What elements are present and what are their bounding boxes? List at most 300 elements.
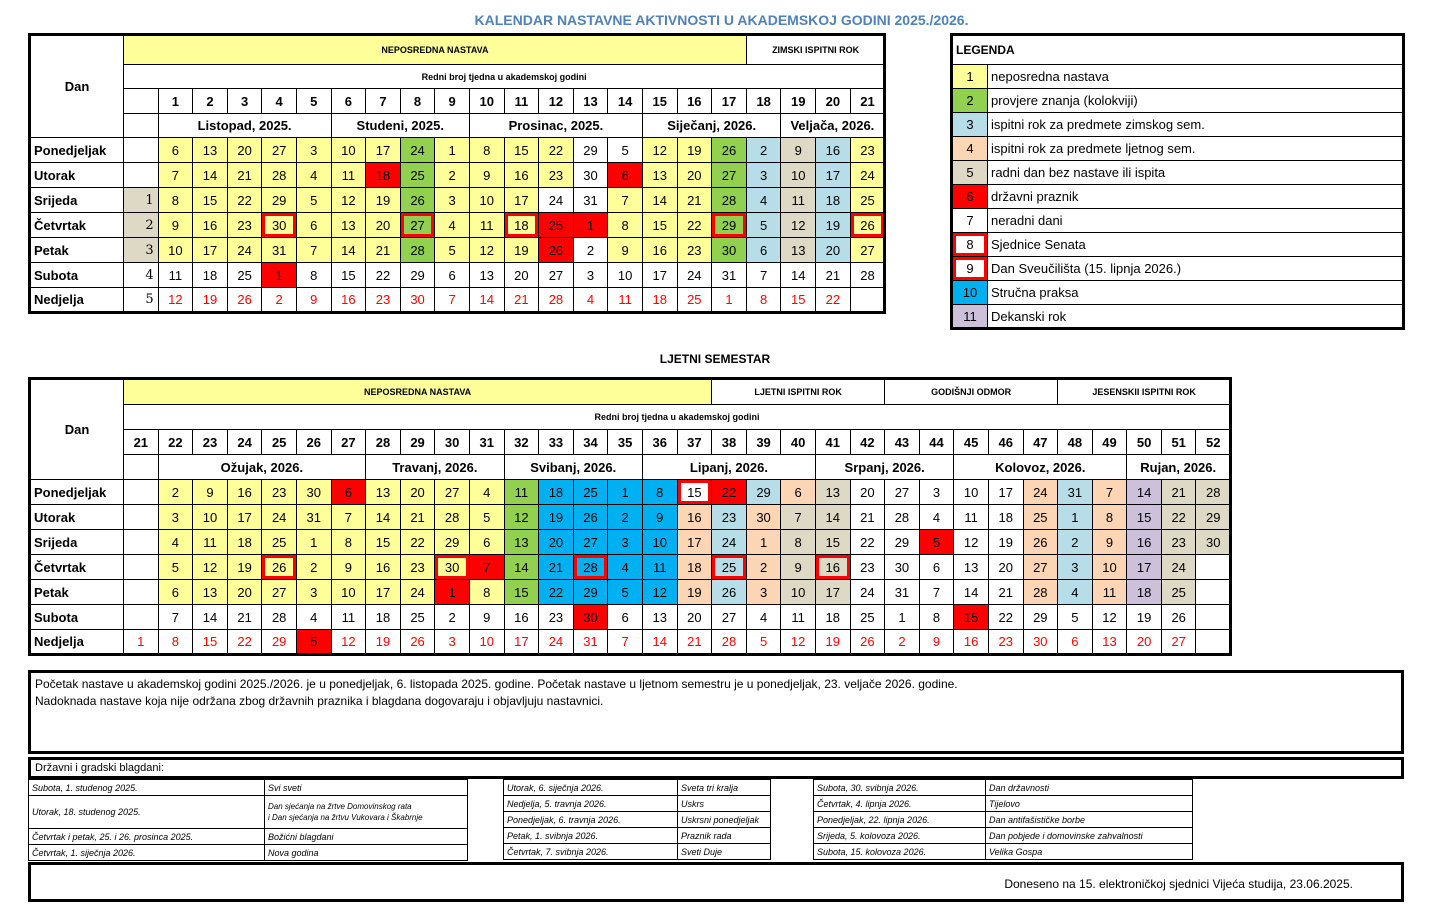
- date-cell: 25: [573, 480, 608, 505]
- date-cell: 3: [919, 480, 954, 505]
- week-number: 38: [712, 430, 747, 455]
- date-cell: 27: [573, 530, 608, 555]
- date-cell: 12: [504, 505, 539, 530]
- date-cell: 6: [435, 263, 470, 288]
- date-cell: 18: [677, 555, 712, 580]
- date-cell: 25: [539, 213, 574, 238]
- date-cell: 2: [746, 138, 781, 163]
- date-cell: 25: [712, 555, 747, 580]
- date-cell: 18: [504, 213, 539, 238]
- date-cell: 31: [1058, 480, 1093, 505]
- date-cell: 30: [712, 238, 747, 263]
- week-number: 37: [677, 430, 712, 455]
- date-cell: 13: [193, 138, 228, 163]
- date-cell: 23: [539, 605, 574, 630]
- date-cell: 27: [262, 138, 297, 163]
- week-number: 31: [469, 430, 504, 455]
- date-cell: 15: [504, 138, 539, 163]
- legend-label: provjere znanja (kolokviji): [988, 89, 1404, 113]
- lead-cell: 5: [124, 288, 159, 313]
- day-name: Četvrtak: [30, 213, 124, 238]
- date-cell: 5: [296, 630, 331, 655]
- date-cell: 14: [954, 580, 989, 605]
- date-cell: 24: [227, 238, 262, 263]
- date-cell: 5: [746, 630, 781, 655]
- date-cell: 22: [677, 213, 712, 238]
- holiday-name: Uskrsni ponedjeljak: [678, 812, 771, 828]
- date-cell: 1: [1058, 505, 1093, 530]
- week-number: 14: [608, 89, 643, 114]
- date-cell: 16: [815, 555, 850, 580]
- date-cell: 1: [124, 630, 159, 655]
- date-cell: 22: [227, 630, 262, 655]
- date-cell: 16: [504, 605, 539, 630]
- date-cell: 2: [296, 555, 331, 580]
- date-cell: 19: [227, 555, 262, 580]
- legend-swatch: 5: [952, 161, 988, 185]
- date-cell: 7: [919, 580, 954, 605]
- date-cell: 7: [469, 555, 504, 580]
- week-number-blank: [124, 89, 159, 114]
- date-cell: 21: [1161, 480, 1196, 505]
- date-cell: 6: [296, 213, 331, 238]
- week-number: 47: [1023, 430, 1058, 455]
- legend-label: radni dan bez nastave ili ispita: [988, 161, 1404, 185]
- date-cell: 24: [712, 530, 747, 555]
- date-cell: 25: [227, 263, 262, 288]
- legend-label: ispitni rok za predmete ljetnog sem.: [988, 137, 1404, 161]
- table-row: [30, 213, 885, 238]
- date-cell: 6: [919, 555, 954, 580]
- table-row: [30, 580, 1231, 605]
- date-cell: 14: [642, 630, 677, 655]
- week-number: 41: [815, 430, 850, 455]
- date-cell: 11: [954, 505, 989, 530]
- date-cell: 20: [677, 605, 712, 630]
- holiday-name: Božićni blagdani: [265, 829, 468, 845]
- legend-label: državni praznik: [988, 185, 1404, 209]
- week-number: 44: [919, 430, 954, 455]
- date-cell: 26: [1023, 530, 1058, 555]
- page-title: KALENDAR NASTAVNE AKTIVNOSTI U AKADEMSKOJ GODINI 2025./2026.: [474, 12, 969, 28]
- date-cell: 6: [158, 138, 193, 163]
- day-name: Nedjelja: [30, 630, 124, 655]
- holiday-row: [504, 812, 771, 828]
- legend-item: [952, 281, 1404, 305]
- date-cell: 31: [712, 263, 747, 288]
- date-cell: 7: [435, 288, 470, 313]
- holidays-column-3: [813, 779, 1193, 860]
- date-cell: 15: [781, 288, 816, 313]
- section-banner: LJETNI ISPITNI ROK: [712, 379, 885, 405]
- holiday-row: [29, 829, 468, 845]
- holiday-row: [29, 796, 468, 829]
- date-cell: 29: [746, 480, 781, 505]
- date-cell: 29: [435, 530, 470, 555]
- holiday-name: Nova godina: [265, 845, 468, 861]
- date-cell: 7: [1092, 480, 1127, 505]
- date-cell: 9: [193, 480, 228, 505]
- date-cell: 8: [469, 138, 504, 163]
- date-cell: 21: [227, 605, 262, 630]
- date-cell: 17: [504, 188, 539, 213]
- date-cell: 2: [262, 288, 297, 313]
- holidays-title: Državni i gradski blagdani:: [28, 757, 1404, 779]
- week-number: 34: [573, 430, 608, 455]
- date-cell: 23: [850, 555, 885, 580]
- date-cell: 1: [885, 605, 920, 630]
- holiday-row: [504, 796, 771, 812]
- month-header: Srpanj, 2026.: [815, 455, 953, 480]
- date-cell: 2: [746, 555, 781, 580]
- week-number: 19: [781, 89, 816, 114]
- day-name: Subota: [30, 605, 124, 630]
- date-cell: 28: [573, 555, 608, 580]
- date-cell: 20: [677, 163, 712, 188]
- date-cell: 5: [746, 213, 781, 238]
- month-header: Svibanj, 2026.: [504, 455, 642, 480]
- date-cell: 15: [677, 480, 712, 505]
- day-name: Subota: [30, 263, 124, 288]
- date-cell: 29: [712, 213, 747, 238]
- date-cell: 28: [435, 505, 470, 530]
- date-cell: 19: [988, 530, 1023, 555]
- date-cell: [124, 530, 159, 555]
- date-cell: 8: [331, 530, 366, 555]
- winter-calendar-table: [28, 33, 886, 314]
- date-cell: 17: [227, 505, 262, 530]
- table-row: [30, 630, 1231, 655]
- date-cell: 4: [296, 605, 331, 630]
- date-cell: 30: [296, 480, 331, 505]
- date-cell: 9: [608, 238, 643, 263]
- date-cell: 16: [366, 555, 401, 580]
- date-cell: 14: [504, 555, 539, 580]
- date-cell: 23: [850, 138, 885, 163]
- legend-label: neradni dani: [988, 209, 1404, 233]
- holiday-row: [814, 812, 1193, 828]
- date-cell: 15: [954, 605, 989, 630]
- date-cell: 26: [227, 288, 262, 313]
- date-cell: 12: [193, 555, 228, 580]
- dan-header: Dan: [30, 379, 124, 480]
- date-cell: 12: [642, 580, 677, 605]
- date-cell: 8: [296, 263, 331, 288]
- date-cell: 8: [158, 630, 193, 655]
- date-cell: 24: [850, 580, 885, 605]
- date-cell: 28: [262, 605, 297, 630]
- date-cell: 23: [400, 555, 435, 580]
- holiday-name: Dan pobjede i domovinske zahvalnosti: [986, 828, 1193, 844]
- date-cell: 1: [435, 580, 470, 605]
- date-cell: 28: [1023, 580, 1058, 605]
- holiday-name: Dan sjećanja na žrtve Domovinskog rata i Dan sjećanja na žrtvu Vukovara i Škabrnje: [265, 796, 468, 829]
- date-cell: 27: [712, 163, 747, 188]
- legend-item: [952, 185, 1404, 209]
- date-cell: 4: [1058, 580, 1093, 605]
- date-cell: 1: [296, 530, 331, 555]
- summer-semester-heading: LJETNI SEMESTAR: [659, 352, 771, 366]
- footer-text: Doneseno na 15. elektroničkoj sjednici Vijeća studija, 23.06.2025.: [1004, 877, 1353, 891]
- date-cell: 14: [331, 238, 366, 263]
- date-cell: 26: [850, 213, 885, 238]
- date-cell: 20: [850, 480, 885, 505]
- date-cell: [124, 605, 159, 630]
- date-cell: 21: [539, 555, 574, 580]
- legend-swatch: 8: [952, 233, 988, 257]
- date-cell: 15: [193, 188, 228, 213]
- date-cell: 23: [677, 238, 712, 263]
- date-cell: [1196, 630, 1231, 655]
- legend-item: [952, 113, 1404, 137]
- date-cell: 12: [1092, 605, 1127, 630]
- notes-box: [28, 670, 1404, 754]
- week-number: 50: [1127, 430, 1162, 455]
- date-cell: 11: [469, 213, 504, 238]
- date-cell: 3: [158, 505, 193, 530]
- week-number: 15: [642, 89, 677, 114]
- date-cell: 22: [988, 605, 1023, 630]
- date-cell: 31: [296, 505, 331, 530]
- date-cell: 21: [816, 263, 851, 288]
- date-cell: 10: [954, 480, 989, 505]
- date-cell: 16: [227, 480, 262, 505]
- date-cell: 30: [573, 163, 608, 188]
- month-header: Kolovoz, 2026.: [954, 455, 1127, 480]
- date-cell: 11: [781, 605, 816, 630]
- date-cell: 19: [193, 288, 228, 313]
- date-cell: 17: [1127, 555, 1162, 580]
- date-cell: 18: [815, 605, 850, 630]
- date-cell: 30: [885, 555, 920, 580]
- holiday-row: [814, 796, 1193, 812]
- date-cell: 5: [1058, 605, 1093, 630]
- date-cell: 27: [400, 213, 435, 238]
- legend-swatch: 7: [952, 209, 988, 233]
- table-row: [30, 480, 1231, 505]
- date-cell: 16: [331, 288, 366, 313]
- month-blank: [124, 114, 159, 138]
- date-cell: 30: [1196, 530, 1231, 555]
- date-cell: 22: [712, 480, 747, 505]
- week-number: 10: [469, 89, 504, 114]
- date-cell: 14: [781, 263, 816, 288]
- date-cell: 24: [262, 505, 297, 530]
- month-header: Veljača, 2026.: [781, 114, 885, 138]
- date-cell: 12: [781, 630, 816, 655]
- date-cell: 14: [469, 288, 504, 313]
- week-number: 51: [1161, 430, 1196, 455]
- holiday-date: Subota, 15. kolovoza 2026.: [814, 844, 986, 860]
- holiday-row: [504, 828, 771, 844]
- table-row: [30, 138, 885, 163]
- date-cell: 8: [469, 580, 504, 605]
- day-name: Utorak: [30, 163, 124, 188]
- date-cell: 23: [539, 163, 574, 188]
- date-cell: 28: [400, 238, 435, 263]
- date-cell: 14: [193, 163, 228, 188]
- holiday-name: Sveti Duje: [678, 844, 771, 860]
- date-cell: 16: [954, 630, 989, 655]
- week-number: 26: [296, 430, 331, 455]
- date-cell: 24: [850, 163, 885, 188]
- date-cell: 19: [816, 213, 851, 238]
- date-cell: 26: [712, 138, 747, 163]
- week-number: 52: [1196, 430, 1231, 455]
- legend-item: [952, 161, 1404, 185]
- day-name: Ponedjeljak: [30, 480, 124, 505]
- date-cell: 16: [642, 238, 677, 263]
- week-number: 2: [193, 89, 228, 114]
- date-cell: 12: [331, 630, 366, 655]
- date-cell: 24: [539, 630, 574, 655]
- date-cell: 18: [539, 480, 574, 505]
- week-number: 29: [400, 430, 435, 455]
- date-cell: 2: [158, 480, 193, 505]
- date-cell: 21: [366, 238, 401, 263]
- date-cell: 10: [469, 188, 504, 213]
- holiday-date: Utorak, 18. studenog 2025.: [29, 796, 265, 829]
- legend-swatch: 9: [952, 257, 988, 281]
- date-cell: 22: [366, 263, 401, 288]
- day-name: Petak: [30, 580, 124, 605]
- date-cell: 10: [781, 163, 816, 188]
- date-cell: [850, 288, 885, 313]
- date-cell: 20: [504, 263, 539, 288]
- legend-item: [952, 209, 1404, 233]
- date-cell: 30: [1023, 630, 1058, 655]
- date-cell: 7: [608, 630, 643, 655]
- date-cell: 3: [296, 138, 331, 163]
- date-cell: [124, 480, 159, 505]
- date-cell: 11: [504, 480, 539, 505]
- table-row: [30, 605, 1231, 630]
- date-cell: 1: [746, 530, 781, 555]
- date-cell: 27: [1161, 630, 1196, 655]
- date-cell: 2: [435, 163, 470, 188]
- legend-swatch: 4: [952, 137, 988, 161]
- date-cell: 24: [400, 580, 435, 605]
- date-cell: 5: [608, 580, 643, 605]
- month-header: Rujan, 2026.: [1127, 455, 1231, 480]
- date-cell: 26: [400, 630, 435, 655]
- legend-item: [952, 305, 1404, 329]
- date-cell: 28: [1196, 480, 1231, 505]
- date-cell: 4: [573, 288, 608, 313]
- lead-cell: 1: [124, 188, 159, 213]
- date-cell: 20: [1127, 630, 1162, 655]
- month-blank: [124, 455, 159, 480]
- date-cell: 6: [608, 163, 643, 188]
- date-cell: 8: [158, 188, 193, 213]
- date-cell: [124, 555, 159, 580]
- holiday-date: Subota, 30. svibnja 2026.: [814, 780, 986, 796]
- day-name: Četvrtak: [30, 555, 124, 580]
- week-number: 45: [954, 430, 989, 455]
- date-cell: 29: [573, 138, 608, 163]
- table-row: [30, 505, 1231, 530]
- date-cell: 19: [366, 188, 401, 213]
- table-row: [30, 238, 885, 263]
- date-cell: 26: [1161, 605, 1196, 630]
- date-cell: 11: [331, 163, 366, 188]
- holiday-row: [814, 780, 1193, 796]
- holiday-date: Petak, 1. svibnja 2026.: [504, 828, 678, 844]
- date-cell: 18: [988, 505, 1023, 530]
- date-cell: 14: [1127, 480, 1162, 505]
- date-cell: 4: [746, 605, 781, 630]
- legend-item: [952, 65, 1404, 89]
- table-row: [30, 288, 885, 313]
- date-cell: 26: [573, 505, 608, 530]
- legend-swatch: 2: [952, 89, 988, 113]
- holiday-date: Subota, 1. studenog 2025.: [29, 780, 265, 796]
- table-row: [30, 163, 885, 188]
- date-cell: 13: [469, 263, 504, 288]
- date-cell: 9: [296, 288, 331, 313]
- section-banner: NEPOSREDNA NASTAVA: [124, 35, 747, 65]
- week-number: 1: [158, 89, 193, 114]
- date-cell: 13: [1092, 630, 1127, 655]
- date-cell: 31: [885, 580, 920, 605]
- legend-swatch: 6: [952, 185, 988, 209]
- week-number: 39: [746, 430, 781, 455]
- date-cell: 15: [1127, 505, 1162, 530]
- date-cell: 23: [262, 480, 297, 505]
- date-cell: 3: [296, 580, 331, 605]
- date-cell: 8: [781, 530, 816, 555]
- date-cell: 25: [400, 605, 435, 630]
- month-header: Prosinac, 2025.: [469, 114, 642, 138]
- notes-line-1: Početak nastave u akademskoj godini 2025./2026. je u ponedjeljak, 6. listopada 2025. godine. Početak nastave u ljetnom semestru je u ponedjeljak, 23. veljače 2026. godine.: [35, 677, 958, 691]
- date-cell: [124, 580, 159, 605]
- date-cell: 26: [262, 555, 297, 580]
- week-number: 20: [816, 89, 851, 114]
- date-cell: 18: [227, 530, 262, 555]
- date-cell: 18: [366, 605, 401, 630]
- date-cell: 7: [781, 505, 816, 530]
- date-cell: 22: [850, 530, 885, 555]
- date-cell: 14: [815, 505, 850, 530]
- date-cell: 13: [366, 480, 401, 505]
- week-label: Redni broj tjedna u akademskoj godini: [124, 405, 1231, 430]
- holiday-date: Ponedjeljak, 6. travnja 2026.: [504, 812, 678, 828]
- lead-cell: 2: [124, 213, 159, 238]
- date-cell: 15: [815, 530, 850, 555]
- holidays-column-2: [503, 779, 771, 860]
- date-cell: 17: [677, 530, 712, 555]
- date-cell: 5: [435, 238, 470, 263]
- date-cell: 20: [988, 555, 1023, 580]
- date-cell: 17: [366, 580, 401, 605]
- day-name: Nedjelja: [30, 288, 124, 313]
- date-cell: 23: [988, 630, 1023, 655]
- holiday-name: Tijelovo: [986, 796, 1193, 812]
- date-cell: 21: [504, 288, 539, 313]
- holiday-name: Sveta tri kralja: [678, 780, 771, 796]
- holiday-date: Četvrtak, 4. lipnja 2026.: [814, 796, 986, 812]
- holiday-name: Velika Gospa: [986, 844, 1193, 860]
- week-number: 21: [850, 89, 885, 114]
- date-cell: 16: [504, 163, 539, 188]
- date-cell: 7: [158, 163, 193, 188]
- date-cell: 10: [469, 630, 504, 655]
- date-cell: 20: [400, 480, 435, 505]
- table-row: [30, 555, 1231, 580]
- holiday-name: Svi sveti: [265, 780, 468, 796]
- date-cell: 13: [781, 238, 816, 263]
- date-cell: 19: [677, 580, 712, 605]
